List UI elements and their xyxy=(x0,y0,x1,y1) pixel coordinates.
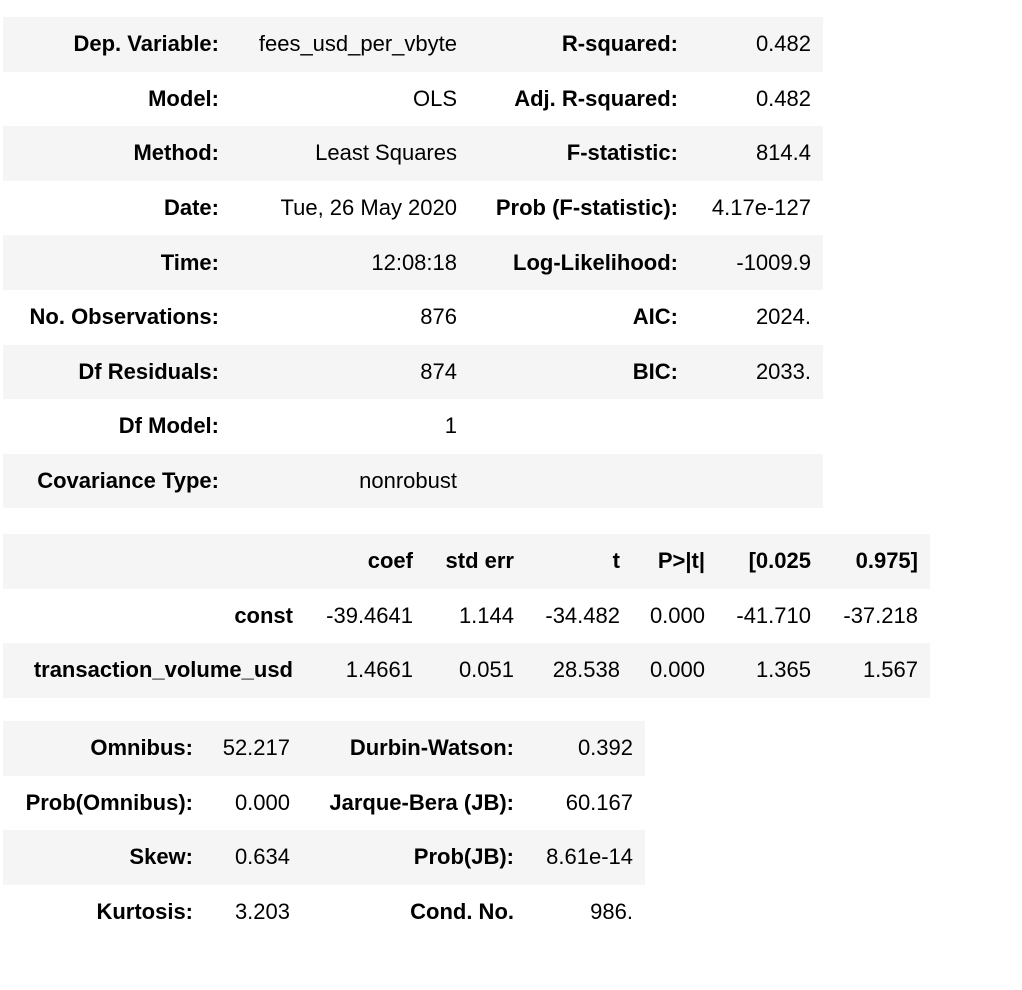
column-header-coef: coef xyxy=(367,548,413,574)
summary-value xyxy=(690,454,823,509)
summary-row xyxy=(3,181,823,236)
summary-label: Df Residuals: xyxy=(78,358,219,384)
diagnostics-value: 0.634 xyxy=(234,844,290,870)
summary-value: -1009.9 xyxy=(736,249,811,275)
summary-row xyxy=(3,290,823,345)
summary-value: 0.482 xyxy=(755,31,811,57)
diagnostics-table xyxy=(3,721,645,939)
coefficient-value: 0.000 xyxy=(649,657,705,683)
diagnostics-row xyxy=(3,830,645,885)
summary-value: 4.17e-127 xyxy=(711,195,811,221)
diagnostics-value: 986. xyxy=(590,899,633,925)
diagnostics-label: Jarque-Bera (JB): xyxy=(329,789,514,815)
summary-row xyxy=(3,235,823,290)
diagnostics-row xyxy=(3,721,645,776)
diagnostics-value: 52.217 xyxy=(222,735,290,761)
summary-row xyxy=(3,126,823,181)
column-header-ci-upper: 0.975] xyxy=(855,548,918,574)
diagnostics-row xyxy=(3,776,645,831)
summary-value: OLS xyxy=(412,85,457,111)
diagnostics-value: 3.203 xyxy=(234,899,290,925)
diagnostics-label: Prob(JB): xyxy=(413,844,514,870)
coefficient-name: const xyxy=(234,602,293,628)
coefficient-row xyxy=(3,589,930,644)
coefficient-row xyxy=(3,643,930,698)
summary-value: 2024. xyxy=(755,304,811,330)
coefficient-value: 0.000 xyxy=(649,602,705,628)
summary-label: Df Model: xyxy=(118,413,219,439)
summary-value: 0.482 xyxy=(755,85,811,111)
column-header-ci-lower: [0.025 xyxy=(748,548,811,574)
summary-value: 876 xyxy=(420,304,457,330)
summary-label: Method: xyxy=(133,140,219,166)
summary-label: R-squared: xyxy=(561,31,678,57)
summary-label: Prob (F-statistic): xyxy=(495,195,678,221)
summary-value: 2033. xyxy=(755,358,811,384)
summary-label: Dep. Variable: xyxy=(73,31,219,57)
coefficient-value: -37.218 xyxy=(843,602,918,628)
summary-value: Tue, 26 May 2020 xyxy=(280,195,457,221)
coefficient-value: 1.4661 xyxy=(345,657,413,683)
coefficients-table xyxy=(3,534,930,698)
coefficient-value: -41.710 xyxy=(736,602,811,628)
summary-value: 12:08:18 xyxy=(371,249,457,275)
summary-label: Model: xyxy=(148,85,219,111)
summary-value xyxy=(690,399,823,454)
summary-value: 814.4 xyxy=(755,140,811,166)
diagnostics-value: 60.167 xyxy=(565,789,633,815)
summary-label: Time: xyxy=(160,249,219,275)
summary-label: No. Observations: xyxy=(29,304,219,330)
coefficient-value: 0.051 xyxy=(458,657,514,683)
coefficient-value: 28.538 xyxy=(552,657,620,683)
column-header-std-err: std err xyxy=(445,548,514,574)
diagnostics-label: Skew: xyxy=(129,844,193,870)
column-header-t: t xyxy=(612,548,620,574)
coefficient-value: -39.4641 xyxy=(326,602,413,628)
summary-value: fees_usd_per_vbyte xyxy=(258,31,457,57)
diagnostics-label: Durbin-Watson: xyxy=(349,735,514,761)
diagnostics-value: 0.000 xyxy=(234,789,290,815)
column-header-p-value: P>|t| xyxy=(657,548,705,574)
coefficient-value: 1.365 xyxy=(755,657,811,683)
coefficient-value: 1.144 xyxy=(458,602,514,628)
summary-label: AIC: xyxy=(632,304,678,330)
summary-label: Adj. R-squared: xyxy=(514,85,678,111)
coefficient-name: transaction_volume_usd xyxy=(33,657,293,683)
summary-row xyxy=(3,72,823,127)
summary-value: 1 xyxy=(444,413,457,439)
diagnostics-label: Cond. No. xyxy=(410,899,514,925)
summary-row xyxy=(3,345,823,400)
coefficient-value: 1.567 xyxy=(862,657,918,683)
column-header xyxy=(3,534,305,589)
diagnostics-label: Omnibus: xyxy=(90,735,193,761)
diagnostics-label: Prob(Omnibus): xyxy=(25,789,193,815)
summary-label: Date: xyxy=(163,195,219,221)
diagnostics-value: 8.61e-14 xyxy=(546,844,633,870)
summary-value: 874 xyxy=(420,358,457,384)
summary-label xyxy=(469,399,690,454)
coefficients-header-row xyxy=(3,534,930,589)
summary-row xyxy=(3,399,823,454)
summary-value: nonrobust xyxy=(359,468,457,494)
summary-label xyxy=(469,454,690,509)
diagnostics-value: 0.392 xyxy=(577,735,633,761)
summary-row xyxy=(3,17,823,72)
diagnostics-label: Kurtosis: xyxy=(96,899,193,925)
diagnostics-row xyxy=(3,885,645,940)
summary-value: Least Squares xyxy=(315,140,457,166)
coefficient-value: -34.482 xyxy=(545,602,620,628)
summary-label: Log-Likelihood: xyxy=(513,249,678,275)
summary-label: BIC: xyxy=(632,358,678,384)
summary-label: F-statistic: xyxy=(566,140,678,166)
model-summary-table xyxy=(3,17,823,508)
summary-row xyxy=(3,454,823,509)
summary-label: Covariance Type: xyxy=(37,468,219,494)
